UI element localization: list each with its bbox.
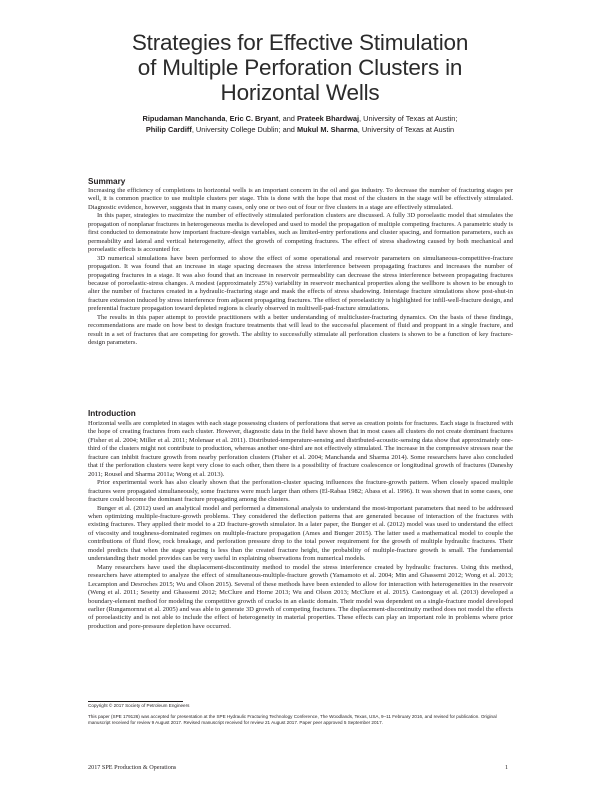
paper-title xyxy=(60,30,540,105)
introduction-paragraph: Many researchers have used the displacement-discontinuity method to model the stress interference created by hydraulic fractures. Using this method, researchers have attempted to analyze the effect of simultaneous-multiple-fracture growth (Yamamoto et al. 2004; Min and Ghassemi 2012; Wong et al. 2013; Lecampion and Desroches 2015; Wu and Olson 2015). Several of these methods have been extended to allow for interaction with heterogeneities in the reservoir (Weng et al. 2011; Sesetty and Ghassemi 2012; McClure and Horne 2013; Wu and Olson 2013; McClure et al. 2015). Castonguay et al. (2013) developed a boundary-element method for modeling the competitive growth of cracks in an elastic domain. Their model was dependent on a single-fracture model developed earlier (Rungamornrat et al. 2005) and was able to generate 3D growth of competing fractures. The displacement-discontinuity method does not model the effects of poroelasticity and is not able to include the effect of heterogeneity in material properties. These effects can play an important role in problems where prior production and pore-pressure depletion have occurred. xyxy=(88,563,513,630)
page-number: 1 xyxy=(505,764,509,771)
summary-paragraph: Increasing the efficiency of completions in horizontal wells is an important concern in the oil and gas industry. To decrease the number of fracturing stages per well, it is common practice to use multiple clusters per stage. This is done with the hope that most of the clusters in the stage will be effectively stimulated. Diagnostic evidence, however, suggests that in many cases, only one or two out of four or five clusters in a stage are effectively stimulated. xyxy=(88,187,513,211)
introduction-heading: Introduction xyxy=(88,409,136,418)
copyright-line: Copyright © 2017 Society of Petroleum Engineers xyxy=(88,703,190,708)
summary-body xyxy=(88,187,513,348)
author-name: Mukul M. Sharma xyxy=(296,124,358,134)
introduction-paragraph: Prior experimental work has also clearly shown that the perforation-cluster spacing influences the fracture-growth pattern. When closely spaced multiple fractures were propagated simultaneously, some fractures were much larger than others (El-Rabaa 1982; Abass et al. 1996). It was shown that in some cases, one fracture could become the dominant fracture propagating among the clusters. xyxy=(88,479,513,504)
author-separator: , and xyxy=(278,114,297,123)
introduction-paragraph: Horizontal wells are completed in stages with each stage possessing clusters of perforations that serve as creation points for fractures. Each stage is fractured with the hope of creating fractures from each cluster. However, diagnostic data in the field have shown that in most cases all clusters do not create dominant fractures (Fisher et al. 2004; Miller et al. 2011; Molenaar et al. 2011). Distributed-temperature-sensing and distributed-acoustic-sensing data show that approximately one-third of the clusters might not contribute to production, whereas another one-third are not effectively stimulated. The increase in the compressive stresses near the fracture can inhibit fracture growth from nearby perforation clusters (Fisher et al. 2004; Manchanda and Sharma 2014). Some researchers have also concluded that if the perforation clusters were kept very close to each other, then there is a possibility of fracture coalescence or longitudinal growth of fractures (Daneshy 2011; Rousel and Sharma 2011a; Wong et al. 2013). xyxy=(88,420,513,478)
introduction-body xyxy=(88,420,513,631)
author-line-2 xyxy=(60,125,540,136)
author-name: Prateek Bhardwaj xyxy=(296,114,360,123)
introduction-paragraph: Bunger et al. (2012) used an analytical model and performed a dimensional analysis to understand the most-important parameters that need to be addressed when optimizing multiple-fracture-growth problems. They considered the deflection patterns that are generated because of interaction of the fractures with existing fractures. They applied their model to a 2D fracture-growth simulator. In a later paper, the Bunger et al. (2012) model was used to understand the effect of viscosity and toughness-dominated regimes on multiple-fracture propagation (Ames and Bunger 2015). The latter used a mathematical model to couple the contributions of fluid flow, rock breakage, and perforation pressure drop to the total power requirement for the growth of multiple hydraulic fractures. Their model predicts that when the stage spacing is less than the created fracture height, the probability of multiple-fracture growth is small. The fundamental understanding their model provides can be very useful in explaining observations from numerical models. xyxy=(88,504,513,563)
journal-footer: 2017 SPE Production & Operations xyxy=(88,764,177,771)
author-list xyxy=(60,114,540,135)
author-separator: , xyxy=(225,114,230,123)
title-line-3: Horizontal Wells xyxy=(220,80,380,105)
summary-paragraph: In this paper, strategies to maximize the number of effectively stimulated perforation clusters are discussed. A fully 3D poroelastic model that simulates the propagation of nonplanar fractures in heterogeneous media is developed and used to model the propagation of multiple competing fractures. A parametric study is first conducted to demonstrate how important fracture-design variables, such as limited-entry perforations and cluster spacing, and formation parameters, such as permeability and lateral and vertical heterogeneity, affect the growth of competing fractures. The effect of stress shadowing caused by both mechanical and poroelastic effects is accounted for. xyxy=(88,212,513,254)
manuscript-note: This paper (SPE 179126) was accepted for presentation at the SPE Hydraulic Fracturing Technology Conference, The Woodlands, Texas, USA, 9–11 February 2016, and revised for publication. Original manuscript received for review 9 August 2017. Revised manuscript received for review 21 August 2017. Paper peer approved 5 September 2017. xyxy=(88,714,497,725)
author-name: Philip Cardiff xyxy=(145,124,192,134)
author-affiliation: , University of Texas at Austin xyxy=(357,124,455,134)
summary-paragraph: 3D numerical simulations have been performed to show the effect of some operational and reservoir parameters on simultaneous-competitive-fracture propagation. It was found that an increase in stage spacing decreases the stress interference between propagating fractures and increases the number of propagating fractures in a stage. It was also found that an increase in reservoir permeability can decrease the stress interference between propagating fractures because of poroelastic-stress changes. A modest (approximately 25%) variability in reservoir mechanical properties along the wellbore is shown to be enough to alter the number of fractures created in a hydraulic-fracturing stage and mask the effects of stress shadowing. Interstage fracture simulations show post-shut-in fracture extension induced by stress interference from adjacent propagating fractures. The effect of poroelasticity is highlighted for infill-well-fracture design, and preferential fracture propagation toward depleted regions is clearly observed in multiwell-pad-fracture simulations. xyxy=(88,254,513,313)
footnote-divider xyxy=(88,701,183,702)
summary-paragraph: The results in this paper attempt to provide practitioners with a better understanding of multicluster-fracturing dynamics. On the basis of these findings, recommendations are made on how best to design fracture treatments that will lead to the successful placement of fluid and proppant in a single fracture, and result in a set of fractures that are competing for growth. The ability to successfully stimulate all perforation clusters is shown to be a function of key fracture-design parameters. xyxy=(88,313,513,347)
title-line-1: Strategies for Effective Stimulation xyxy=(131,30,469,55)
title-line-2: of Multiple Perforation Clusters in xyxy=(137,55,463,80)
author-name: Eric C. Bryant xyxy=(229,114,279,123)
author-name: Ripudaman Manchanda xyxy=(142,114,226,123)
author-affiliation: , University College Dublin; and xyxy=(191,124,297,134)
author-line-1 xyxy=(60,114,540,125)
summary-heading: Summary xyxy=(88,177,126,186)
author-affiliation: , University of Texas at Austin; xyxy=(359,114,458,123)
